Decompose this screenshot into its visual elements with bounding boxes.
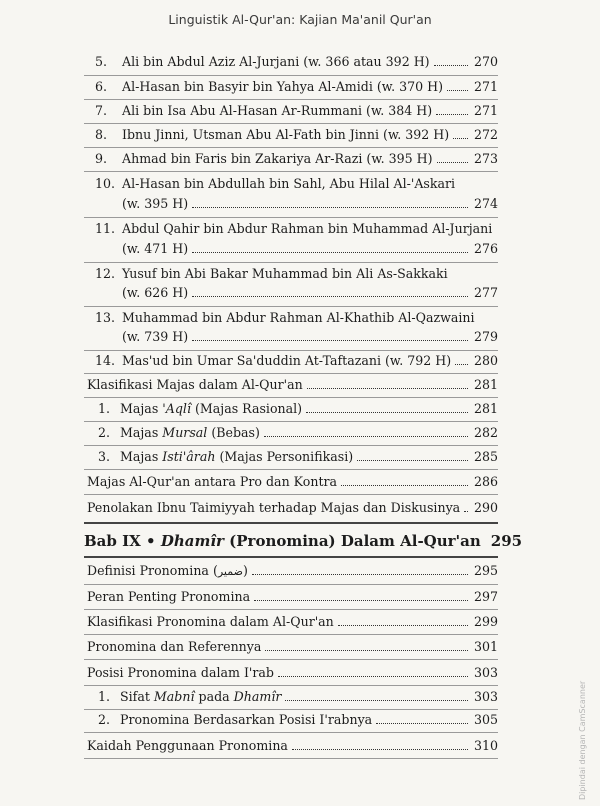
entry-number: 11.: [95, 221, 116, 236]
scanner-watermark: Dipindai dengan CamScanner: [578, 680, 587, 800]
toc-entry-line2[interactable]: [122, 196, 498, 212]
page-number: 285: [473, 449, 498, 464]
page-number: 274: [473, 196, 498, 211]
entry-number: 9.: [95, 151, 108, 166]
toc-entry[interactable]: [98, 712, 498, 728]
leader-dots: [455, 364, 468, 365]
toc-entry[interactable]: [95, 127, 498, 143]
row-divider: [84, 685, 498, 686]
page-number: 271: [473, 103, 498, 118]
page-number: 281: [473, 401, 498, 416]
leader-dots: [437, 162, 468, 163]
entry-number: 6.: [95, 79, 108, 94]
chapter-title: Bab IX • Dhamîr (Pronomina) Dalam Al-Qur'an: [84, 532, 481, 550]
leader-dots: [307, 388, 468, 389]
toc-entry-line1[interactable]: [95, 266, 448, 282]
leader-dots: [306, 412, 468, 413]
leader-dots: [285, 700, 468, 701]
entry-title: Majas Mursal (Bebas): [120, 425, 260, 440]
entry-title: Ali bin Abdul Aziz Al-Jurjani (w. 366 atau 392 H): [122, 54, 430, 69]
page-number: 282: [473, 425, 498, 440]
entry-number: 14.: [95, 353, 116, 368]
entry-title: Abdul Qahir bin Abdur Rahman bin Muhammad Al-Jurjani: [122, 221, 493, 236]
entry-number: 1.: [98, 689, 111, 704]
section-title: Posisi Pronomina dalam I'rab: [87, 665, 274, 680]
section-title: Peran Penting Pronomina: [87, 589, 251, 604]
row-divider: [84, 445, 498, 446]
row-divider: [84, 262, 498, 263]
toc-entry-line1[interactable]: [95, 176, 455, 192]
leader-dots: [278, 676, 468, 677]
page-number: 270: [473, 54, 498, 69]
entry-number: 1.: [98, 401, 111, 416]
entry-title: Ali bin Isa Abu Al-Hasan Ar-Rummani (w. 384 H): [122, 103, 433, 118]
page-number: 277: [473, 285, 498, 300]
entry-number: 13.: [95, 310, 116, 325]
entry-title: Ibnu Jinni, Utsman Abu Al-Fath bin Jinni (w. 392 H): [122, 127, 450, 142]
row-divider: [84, 147, 498, 148]
row-divider: [84, 421, 498, 422]
section-title: Klasifikasi Majas dalam Al-Qur'an: [87, 377, 303, 392]
entry-number: 5.: [95, 54, 108, 69]
entry-title-continued: (w. 395 H): [122, 196, 189, 211]
toc-entry[interactable]: [98, 449, 498, 465]
toc-section[interactable]: [87, 500, 498, 516]
page-number: 271: [473, 79, 498, 94]
section-title: Kaidah Penggunaan Pronomina: [87, 738, 288, 753]
row-divider: [84, 99, 498, 100]
toc-section[interactable]: [87, 738, 498, 754]
row-divider: [84, 350, 498, 351]
page-number: 299: [473, 614, 498, 629]
leader-dots: [376, 723, 468, 724]
toc-section[interactable]: [87, 665, 498, 681]
chapter-divider: [84, 556, 498, 558]
toc-entry-line1[interactable]: [95, 310, 475, 326]
entry-title: Pronomina Berdasarkan Posisi I'rabnya: [120, 712, 373, 727]
toc-section[interactable]: [87, 614, 498, 630]
row-divider: [84, 494, 498, 495]
row-divider: [84, 469, 498, 470]
row-divider: [84, 732, 498, 733]
toc-entry[interactable]: [98, 689, 498, 705]
toc-section[interactable]: [87, 563, 498, 580]
page-number: 301: [473, 639, 498, 654]
entry-title: Al-Hasan bin Basyir bin Yahya Al-Amidi (w. 370 H): [122, 79, 444, 94]
leader-dots: [341, 485, 468, 486]
entry-title: Majas Isti'ârah (Majas Personifikasi): [120, 449, 354, 464]
row-divider: [84, 373, 498, 374]
page-number: 303: [473, 689, 498, 704]
entry-number: 3.: [98, 449, 111, 464]
row-divider: [84, 306, 498, 307]
row-divider: [84, 584, 498, 585]
leader-dots: [338, 625, 468, 626]
toc-entry[interactable]: [95, 103, 498, 119]
page-number: 290: [473, 500, 498, 515]
entry-number: 8.: [95, 127, 108, 142]
chapter-divider: [84, 522, 498, 524]
leader-dots: [265, 650, 468, 651]
row-divider: [84, 217, 498, 218]
section-title: Definisi Pronomina (ضمير): [87, 563, 248, 578]
entry-title-continued: (w. 739 H): [122, 329, 189, 344]
running-header: Linguistik Al-Qur'an: Kajian Ma'anil Qur'an: [168, 12, 432, 27]
row-divider: [84, 397, 498, 398]
page-number: 310: [473, 738, 498, 753]
page-number: 272: [473, 127, 498, 142]
toc-entry[interactable]: [98, 425, 498, 441]
section-title: Klasifikasi Pronomina dalam Al-Qur'an: [87, 614, 334, 629]
chapter-heading[interactable]: [84, 532, 523, 551]
entry-number: 2.: [98, 712, 111, 727]
toc-entry-line2[interactable]: [122, 329, 498, 345]
page-number: 281: [473, 377, 498, 392]
leader-dots: [192, 340, 468, 341]
leader-dots: [434, 65, 468, 66]
toc-entry[interactable]: [95, 79, 498, 95]
toc-entry[interactable]: [95, 151, 498, 167]
toc-entry-line2[interactable]: [122, 285, 498, 301]
toc-section[interactable]: [87, 589, 498, 605]
entry-title-continued: (w. 626 H): [122, 285, 189, 300]
row-divider: [84, 659, 498, 660]
entry-title: Yusuf bin Abi Bakar Muhammad bin Ali As-Sakkaki: [122, 266, 448, 281]
page-number: 279: [473, 329, 498, 344]
leader-dots: [436, 114, 468, 115]
page-number: 276: [473, 241, 498, 256]
page-number: 280: [473, 353, 498, 368]
leader-dots: [254, 600, 468, 601]
row-divider: [84, 75, 498, 76]
page-number: 297: [473, 589, 498, 604]
page-number: 295: [490, 532, 523, 550]
row-divider: [84, 634, 498, 635]
entry-title: Ahmad bin Faris bin Zakariya Ar-Razi (w. 395 H): [122, 151, 433, 166]
toc-entry-line2[interactable]: [122, 241, 498, 257]
page-number: 295: [473, 563, 498, 578]
entry-number: 2.: [98, 425, 111, 440]
row-divider: [84, 709, 498, 710]
row-divider: [84, 171, 498, 172]
entry-number: 12.: [95, 266, 116, 281]
toc-section[interactable]: [87, 474, 498, 490]
row-divider: [84, 123, 498, 124]
toc-section[interactable]: [87, 377, 498, 393]
leader-dots: [447, 90, 468, 91]
page-number: 273: [473, 151, 498, 166]
leader-dots: [357, 460, 468, 461]
leader-dots: [192, 252, 468, 253]
leader-dots: [252, 574, 468, 575]
leader-dots: [464, 511, 468, 512]
section-title: Pronomina dan Referennya: [87, 639, 262, 654]
toc-entry[interactable]: [95, 54, 498, 70]
row-divider: [84, 758, 498, 759]
entry-title: Al-Hasan bin Abdullah bin Sahl, Abu Hilal Al-'Askari: [122, 176, 456, 191]
toc-section[interactable]: [87, 639, 498, 655]
leader-dots: [192, 207, 468, 208]
entry-title: Mas'ud bin Umar Sa'duddin At-Taftazani (w. 792 H): [122, 353, 452, 368]
toc-entry[interactable]: [98, 401, 498, 417]
entry-title: Majas 'Aqlî (Majas Rasional): [120, 401, 303, 416]
arabic-term: ضمير: [217, 565, 243, 578]
entry-title: Sifat Mabnî pada Dhamîr: [120, 689, 282, 704]
page-number: 286: [473, 474, 498, 489]
section-title: Majas Al-Qur'an antara Pro dan Kontra: [87, 474, 338, 489]
section-title: Penolakan Ibnu Taimiyyah terhadap Majas dan Diskusinya: [87, 500, 461, 515]
page-number: 305: [473, 712, 498, 727]
leader-dots: [292, 749, 468, 750]
row-divider: [84, 609, 498, 610]
toc-entry-line1[interactable]: [95, 221, 492, 237]
leader-dots: [453, 138, 468, 139]
entry-title-continued: (w. 471 H): [122, 241, 189, 256]
leader-dots: [192, 296, 468, 297]
page-number: 303: [473, 665, 498, 680]
toc-entry[interactable]: [95, 353, 498, 369]
entry-number: 7.: [95, 103, 108, 118]
entry-number: 10.: [95, 176, 116, 191]
entry-title: Muhammad bin Abdur Rahman Al-Khathib Al-Qazwaini: [122, 310, 475, 325]
leader-dots: [264, 436, 468, 437]
